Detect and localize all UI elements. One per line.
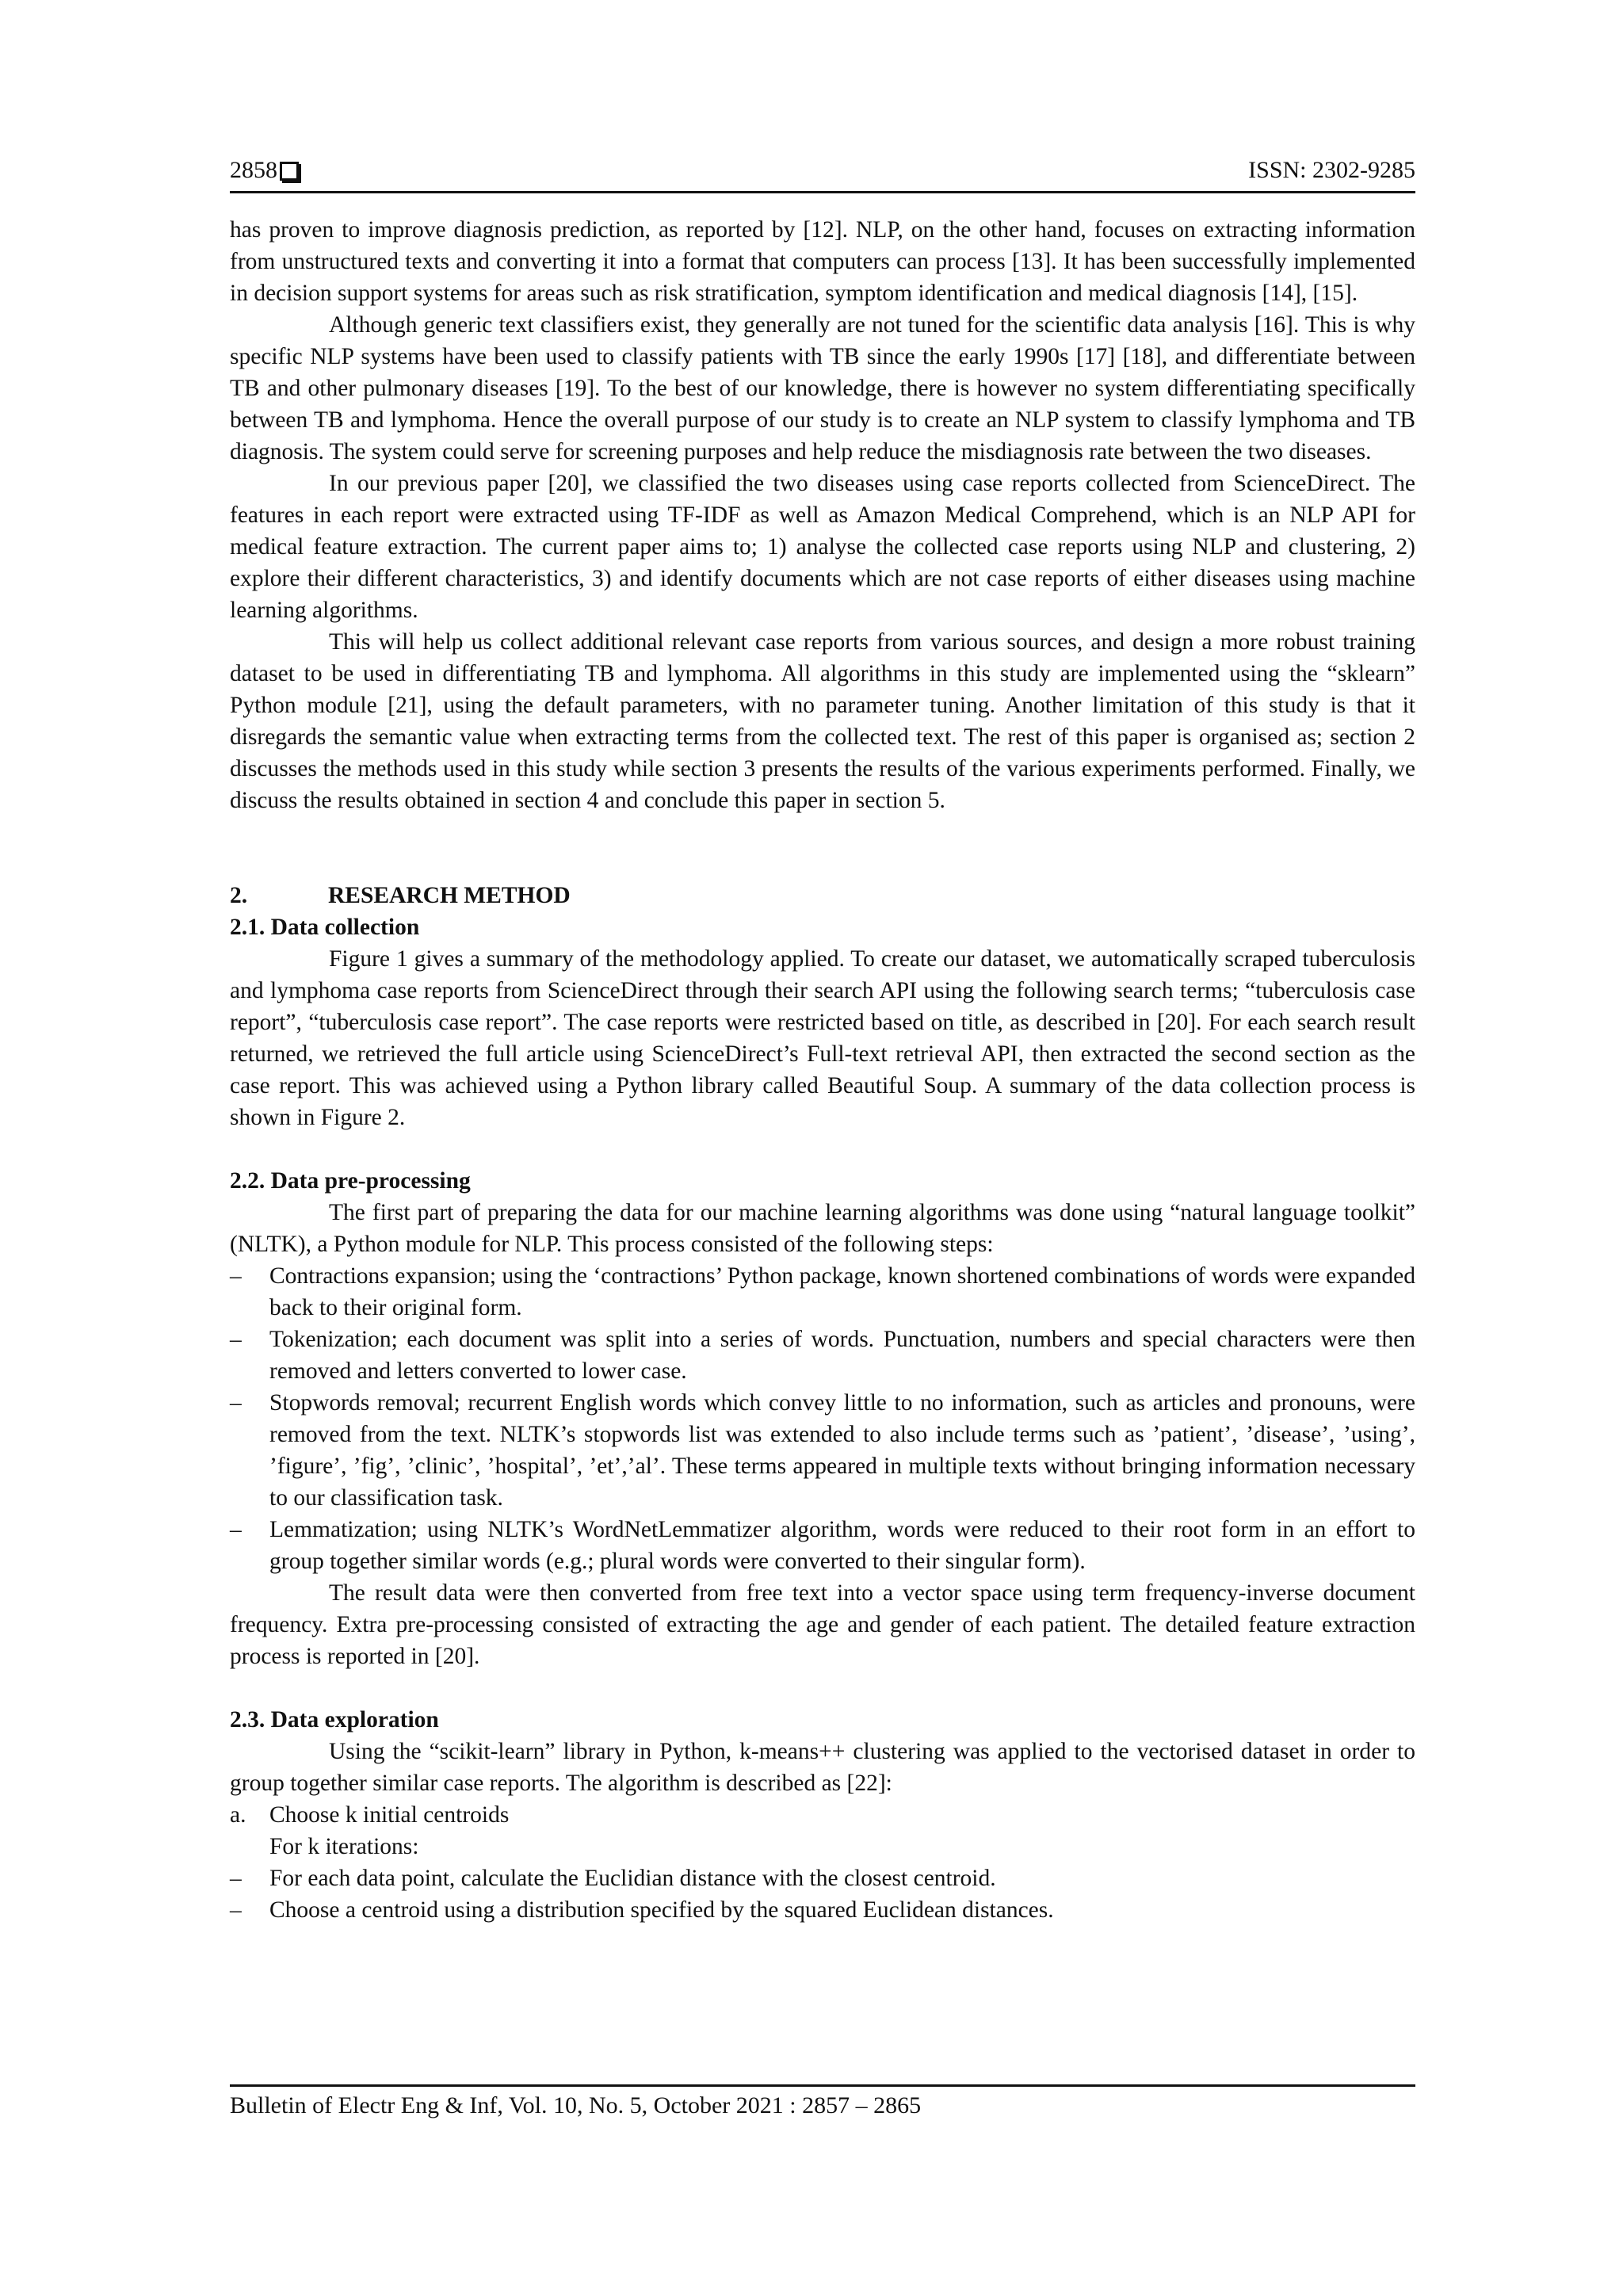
subsection-heading: 2.3. Data exploration bbox=[230, 1707, 439, 1733]
dash-marker: – bbox=[230, 1327, 242, 1352]
paragraph: Using the “scikit-learn” library in Python, k-means++ clustering was applied to the vectorised dataset in order to group together similar case reports. The algorithm is described as [22]: bbox=[230, 1739, 1415, 1796]
algorithm-list bbox=[230, 1862, 1415, 1926]
list-item-text: Choose a centroid using a distribution specified by the squared Euclidean distances. bbox=[269, 1897, 1054, 1923]
paragraph: The result data were then converted from free text into a vector space using term frequency-inverse document frequency. Extra pre-processing consisted of extracting the age and gender of each patient. The detailed feature extraction process is reported in [20]. bbox=[230, 1580, 1415, 1669]
list-item bbox=[230, 1514, 1415, 1577]
list-item bbox=[230, 1387, 1415, 1514]
dash-marker: – bbox=[230, 1517, 242, 1542]
list-item bbox=[230, 1324, 1415, 1387]
page-number: 2858 bbox=[230, 157, 277, 183]
paragraph: In our previous paper [20], we classified the two diseases using case reports collected from ScienceDirect. The features in each report were extracted using TF-IDF as well as Amazon Medical Comprehend, which is an NLP API for medical feature extraction. The current paper aims to; 1) analyse the collected case reports using NLP and clustering, 2) explore their different characteristics, 3) and identify documents which are not case reports of either diseases using machine learning algorithms. bbox=[230, 471, 1415, 623]
list-item-text: Contractions expansion; using the ‘contractions’ Python package, known shortened combinations of words were expanded back to their original form. bbox=[269, 1263, 1415, 1320]
paragraph: has proven to improve diagnosis prediction, as reported by [12]. NLP, on the other hand, focuses on extracting information from unstructured texts and converting it into a format that computers can process [13]. It has been successfully implemented in decision support systems for areas such as risk stratification, symptom identification and medical diagnosis [14], [15]. bbox=[230, 217, 1415, 306]
iteration-label: For k iterations: bbox=[269, 1834, 419, 1859]
main-content bbox=[230, 214, 1415, 1926]
dash-marker: – bbox=[230, 1866, 242, 1891]
page-number-group bbox=[230, 155, 299, 186]
page-footer: Bulletin of Electr Eng & Inf, Vol. 10, No. 5, October 2021 : 2857 – 2865 bbox=[230, 2084, 1415, 2122]
list-item-text: Lemmatization; using NLTK’s WordNetLemmatizer algorithm, words were reduced to their root form in an effort to group together similar words (e.g.; plural words were converted to their singular form). bbox=[269, 1517, 1415, 1574]
algorithm-step bbox=[230, 1799, 1415, 1831]
dash-marker: – bbox=[230, 1897, 242, 1923]
list-item bbox=[230, 1894, 1415, 1926]
section-number: 2. bbox=[230, 883, 248, 908]
square-box-icon bbox=[280, 162, 299, 181]
dash-marker: – bbox=[230, 1263, 242, 1289]
paragraph: This will help us collect additional relevant case reports from various sources, and design a more robust training dataset to be used in differentiating TB and lymphoma. All algorithms in this study are implemented using the “sklearn” Python module [21], using the default parameters, with no parameter tuning. Another limitation of this study is that it disregards the semantic value when extracting terms from the collected text. The rest of this paper is organised as; section 2 discusses the methods used in this study while section 3 presents the results of the various experiments performed. Finally, we discuss the results obtained in section 4 and conclude this paper in section 5. bbox=[230, 629, 1415, 813]
dash-marker: – bbox=[230, 1390, 242, 1415]
subsection-heading: 2.2. Data pre-processing bbox=[230, 1168, 471, 1194]
subsection-heading: 2.1. Data collection bbox=[230, 915, 420, 940]
paragraph: Figure 1 gives a summary of the methodology applied. To create our dataset, we automatically scraped tuberculosis and lymphoma case reports from ScienceDirect through their search API using the following search terms; “tuberculosis case report”, “tuberculosis case report”. The case reports were restricted based on title, as described in [20]. For each search result returned, we retrieved the full article using ScienceDirect’s Full-text retrieval API, then extracted the second section as the case report. This was achieved using a Python library called Beautiful Soup. A summary of the data collection process is shown in Figure 2. bbox=[230, 946, 1415, 1130]
list-item-text: Stopwords removal; recurrent English words which convey little to no information, such as articles and pronouns, were removed from the text. NLTK’s stopwords list was extended to also include terms such as ’patient’, ’disease’, ’using’, ’figure’, ’fig’, ’clinic’, ’hospital’, ’et’,’al’. These terms appeared in multiple texts without bringing information necessary to our classification task. bbox=[269, 1390, 1415, 1511]
list-item bbox=[230, 1260, 1415, 1324]
page-header bbox=[230, 155, 1415, 193]
step-list bbox=[230, 1260, 1415, 1577]
section-heading bbox=[230, 880, 1415, 911]
paragraph: The first part of preparing the data for our machine learning algorithms was done using “natural language toolkit” (NLTK), a Python module for NLP. This process consisted of the following steps: bbox=[230, 1200, 1415, 1257]
list-item-text: For each data point, calculate the Euclidian distance with the closest centroid. bbox=[269, 1866, 996, 1891]
list-item bbox=[230, 1862, 1415, 1894]
section-title: RESEARCH METHOD bbox=[328, 883, 571, 908]
paragraph: Although generic text classifiers exist, they generally are not tuned for the scientific data analysis [16]. This is why specific NLP systems have been used to classify patients with TB since the early 1990s [17] [18], and differentiate between TB and other pulmonary diseases [19]. To the best of our knowledge, there is however no system differentiating specifically between TB and lymphoma. Hence the overall purpose of our study is to create an NLP system to classify lymphoma and TB diagnosis. The system could serve for screening purposes and help reduce the misdiagnosis rate between the two diseases. bbox=[230, 312, 1415, 464]
step-text: Choose k initial centroids bbox=[269, 1802, 510, 1828]
step-marker: a. bbox=[230, 1802, 246, 1828]
list-item-text: Tokenization; each document was split into a series of words. Punctuation, numbers and special characters were then removed and letters converted to lower case. bbox=[269, 1327, 1415, 1384]
issn: ISSN: 2302-9285 bbox=[1248, 157, 1415, 183]
